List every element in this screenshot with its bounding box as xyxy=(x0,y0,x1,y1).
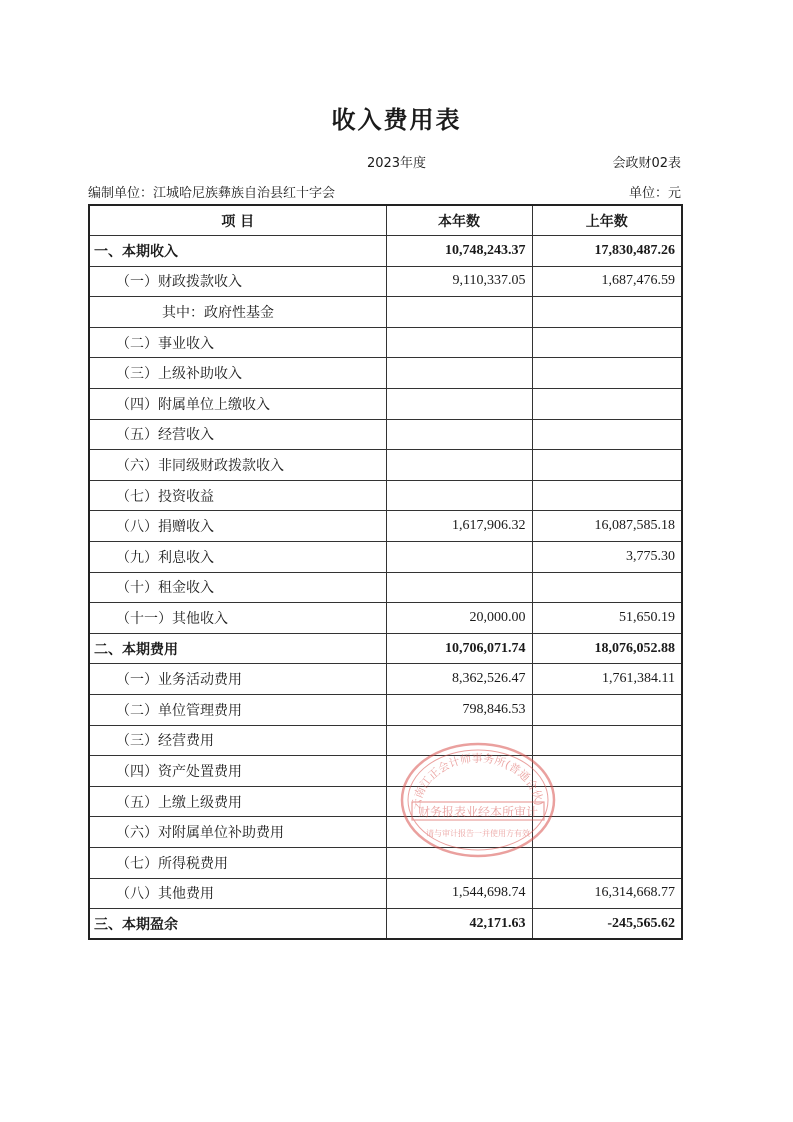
table-row xyxy=(89,633,682,664)
table-row xyxy=(89,847,682,878)
table-row xyxy=(89,389,682,420)
row-label: （六）非同级财政拨款收入 xyxy=(89,450,386,481)
previous-year-value: 16,087,585.18 xyxy=(532,511,682,542)
previous-year-value: 3,775.30 xyxy=(532,542,682,573)
previous-year-value xyxy=(532,450,682,481)
table-row xyxy=(89,450,682,481)
header-previous-year: 上年数 xyxy=(532,205,682,236)
table-row xyxy=(89,695,682,726)
current-year-value xyxy=(386,786,532,817)
current-year-value xyxy=(386,327,532,358)
stamp-outer-text: 云南江正会计师事务所(普通合伙) xyxy=(409,751,546,811)
row-label: （七）投资收益 xyxy=(89,480,386,511)
current-year-value xyxy=(386,847,532,878)
table-row xyxy=(89,297,682,328)
header-item: 项 目 xyxy=(89,205,386,236)
previous-year-value xyxy=(532,480,682,511)
table-row xyxy=(89,266,682,297)
current-year-value: 10,706,071.74 xyxy=(386,633,532,664)
row-label: （十一）其他收入 xyxy=(89,603,386,634)
table-row xyxy=(89,756,682,787)
row-label: （四）资产处置费用 xyxy=(89,756,386,787)
row-label: （六）对附属单位补助费用 xyxy=(89,817,386,848)
prepared-by: 编制单位：江城哈尼族彝族自治县红十字会 xyxy=(88,186,336,201)
current-year-value xyxy=(386,542,532,573)
current-year-value: 9,110,337.05 xyxy=(386,266,532,297)
previous-year-value: 51,650.19 xyxy=(532,603,682,634)
table-row xyxy=(89,817,682,848)
current-year-value: 42,171.63 xyxy=(386,909,532,940)
income-expense-table xyxy=(88,204,683,940)
row-label: （八）捐赠收入 xyxy=(89,511,386,542)
previous-year-value: 17,830,487.26 xyxy=(532,236,682,267)
form-code: 会政财02表 xyxy=(612,156,681,171)
current-year-value xyxy=(386,419,532,450)
previous-year-value: 1,687,476.59 xyxy=(532,266,682,297)
table-row xyxy=(89,511,682,542)
previous-year-value xyxy=(532,358,682,389)
table-row xyxy=(89,480,682,511)
table-row xyxy=(89,603,682,634)
row-label: （四）附属单位上缴收入 xyxy=(89,389,386,420)
row-label: （九）利息收入 xyxy=(89,542,386,573)
previous-year-value: 18,076,052.88 xyxy=(532,633,682,664)
table-body xyxy=(89,236,682,940)
stamp-band-text: 财务报表业经本所审计 xyxy=(417,805,539,819)
previous-year-value xyxy=(532,297,682,328)
table-row xyxy=(89,909,682,940)
previous-year-value xyxy=(532,756,682,787)
row-label: （五）经营收入 xyxy=(89,419,386,450)
current-year-value: 10,748,243.37 xyxy=(386,236,532,267)
row-label: 三、本期盈余 xyxy=(89,909,386,940)
table-header-row xyxy=(89,205,682,236)
table-row xyxy=(89,878,682,909)
current-year-value: 1,617,906.32 xyxy=(386,511,532,542)
current-year-value xyxy=(386,817,532,848)
row-label: （一）业务活动费用 xyxy=(89,664,386,695)
previous-year-value: 16,314,668.77 xyxy=(532,878,682,909)
previous-year-value xyxy=(532,572,682,603)
previous-year-value xyxy=(532,786,682,817)
header-current-year: 本年数 xyxy=(386,205,532,236)
document-title: 收入费用表 xyxy=(331,105,462,134)
row-label: （十）租金收入 xyxy=(89,572,386,603)
row-label: （二）单位管理费用 xyxy=(89,695,386,726)
row-label: （五）上缴上级费用 xyxy=(89,786,386,817)
currency-unit: 单位：元 xyxy=(628,186,681,201)
current-year-value xyxy=(386,297,532,328)
table-row xyxy=(89,664,682,695)
previous-year-value xyxy=(532,389,682,420)
current-year-value xyxy=(386,358,532,389)
table-row xyxy=(89,419,682,450)
row-label: （二）事业收入 xyxy=(89,327,386,358)
table-row xyxy=(89,358,682,389)
table-row xyxy=(89,542,682,573)
current-year-value: 1,544,698.74 xyxy=(386,878,532,909)
row-label: （一）财政拨款收入 xyxy=(89,266,386,297)
previous-year-value xyxy=(532,847,682,878)
row-label: 其中：政府性基金 xyxy=(89,297,386,328)
previous-year-value xyxy=(532,695,682,726)
table-row xyxy=(89,725,682,756)
previous-year-value xyxy=(532,419,682,450)
previous-year-value xyxy=(532,725,682,756)
row-label: （七）所得税费用 xyxy=(89,847,386,878)
stamp-inner-text: 请与审计报告一并使用方有效 xyxy=(426,829,530,838)
row-label: 二、本期费用 xyxy=(89,633,386,664)
current-year-value: 8,362,526.47 xyxy=(386,664,532,695)
current-year-value xyxy=(386,480,532,511)
previous-year-value xyxy=(532,327,682,358)
row-label: （八）其他费用 xyxy=(89,878,386,909)
previous-year-value: -245,565.62 xyxy=(532,909,682,940)
current-year-value: 798,846.53 xyxy=(386,695,532,726)
previous-year-value xyxy=(532,817,682,848)
table-row xyxy=(89,236,682,267)
current-year-value xyxy=(386,756,532,787)
current-year-value xyxy=(386,572,532,603)
previous-year-value: 1,761,384.11 xyxy=(532,664,682,695)
report-year: 2023年度 xyxy=(366,156,427,171)
current-year-value xyxy=(386,389,532,420)
current-year-value xyxy=(386,725,532,756)
table-row xyxy=(89,327,682,358)
row-label: （三）上级补助收入 xyxy=(89,358,386,389)
current-year-value: 20,000.00 xyxy=(386,603,532,634)
row-label: 一、本期收入 xyxy=(89,236,386,267)
current-year-value xyxy=(386,450,532,481)
table-row xyxy=(89,572,682,603)
table-row xyxy=(89,786,682,817)
row-label: （三）经营费用 xyxy=(89,725,386,756)
